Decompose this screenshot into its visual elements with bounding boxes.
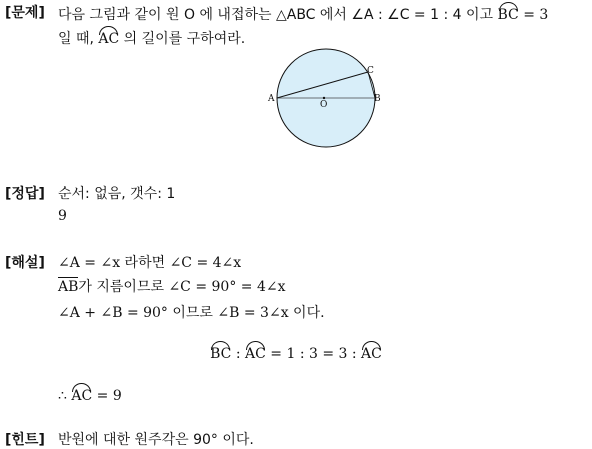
hint-tag: [힌트] <box>5 432 45 448</box>
circle-figure <box>262 46 392 150</box>
arc-ac-result: AC <box>71 384 92 404</box>
segment-ab: AB <box>58 279 79 295</box>
label-b: B <box>374 94 381 104</box>
arc-bc: BC <box>498 3 519 23</box>
answer-tag: [정답] <box>5 186 45 202</box>
ratio-text: = 1 : 3 = 3 : <box>265 346 362 362</box>
label-o: O <box>320 100 328 110</box>
label-c: C <box>367 66 374 76</box>
hint-text: 반원에 대한 원주각은 90° 이다. <box>58 432 254 448</box>
arc-bc-ratio: BC <box>210 342 231 362</box>
ratio-sep: : <box>231 346 245 362</box>
arc-ac: AC <box>98 27 119 47</box>
center-point <box>323 97 325 99</box>
problem-line-2-end: 의 길이를 구하여라. <box>119 31 246 47</box>
problem-line-2-text: 일 때, <box>58 31 99 47</box>
arc-ac-ratio-2: AC <box>361 342 382 362</box>
problem-tag: [문제] <box>5 5 45 21</box>
answer-line-1: 순서: 없음, 갯수: 1 <box>58 186 176 202</box>
solution-result: = 9 <box>92 388 122 404</box>
solution-tag: [해설] <box>5 255 45 271</box>
label-a: A <box>268 94 275 104</box>
therefore-symbol: ∴ <box>58 388 72 404</box>
problem-line-1-end: = 3 <box>518 7 549 23</box>
answer-line-2: 9 <box>58 208 67 224</box>
solution-line-3: ∠A + ∠B = 90° 이므로 ∠B = 3∠x 이다. <box>58 305 325 321</box>
solution-line-2-text: 가 지름이므로 ∠C = 90° = 4∠x <box>78 279 286 295</box>
problem-line-1-text: 다음 그림과 같이 원 O 에 내접하는 △ABC 에서 ∠A : ∠C = 1 : 4 이고 <box>58 7 498 23</box>
arc-ac-ratio: AC <box>245 342 266 362</box>
solution-line-4 <box>0 342 592 362</box>
solution-line-5 <box>58 384 122 404</box>
solution-line-1: ∠A = ∠x 라하면 ∠C = 4∠x <box>58 255 242 271</box>
problem-line-2 <box>58 27 245 48</box>
problem-line-1 <box>58 3 548 24</box>
solution-line-2 <box>58 276 286 296</box>
